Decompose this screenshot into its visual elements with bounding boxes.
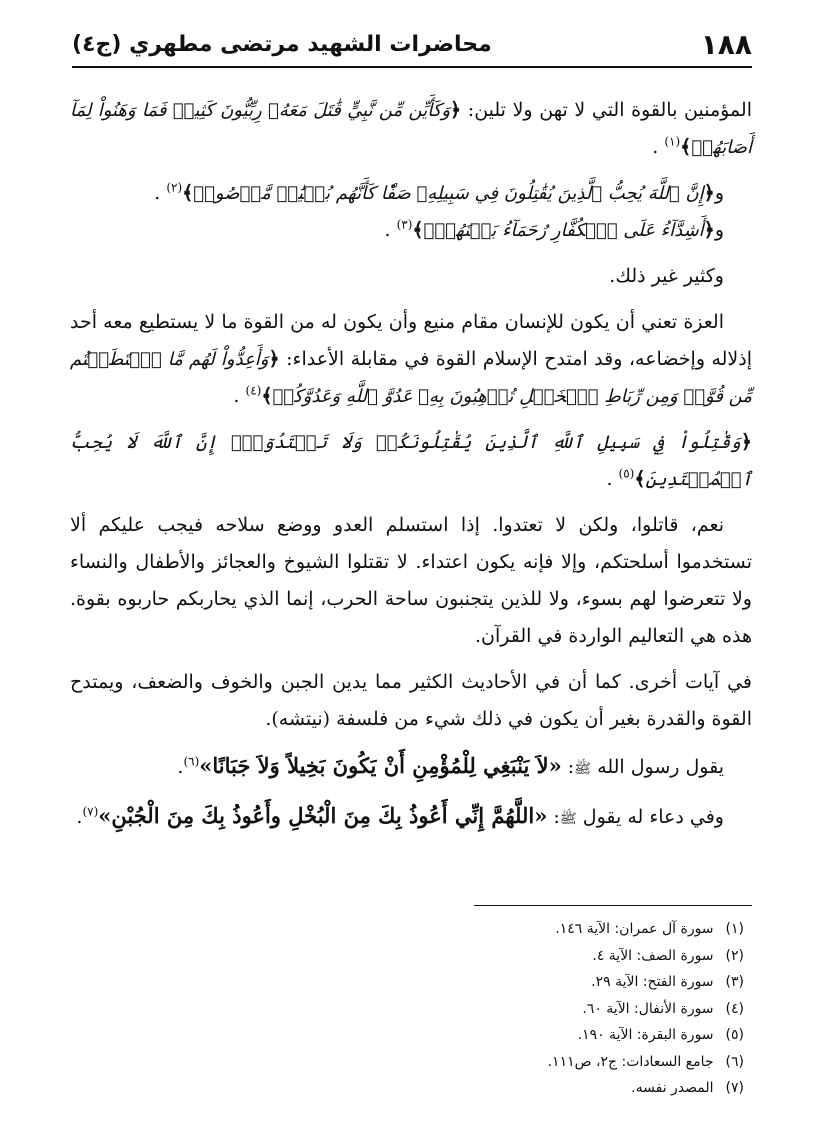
- paragraph-10: وفي دعاء له يقول ﷺ: «اللَّهُمَّ إِنِّي أَعُوذُ بِكَ مِنَ الْبُخْلِ وأَعُوذُ بِكَ مِنَ الْجُبْنِ»$^{(٧)}$.: [76, 803, 724, 828]
- quran-verse: وَكَأَيِّن مِّن نَّبِيٍّ قَٰتَلَ مَعَهُۥ رِبِّيُّونَ كَثِيرٞ فَمَا وَهَنُواْ لِمَآ أَصَابَهُمۡ: [70, 100, 752, 158]
- hadith-quote: «لاَ يَنْبَغِي لِلْمُؤْمِنِ أَنْ يَكُونَ بَخِيلاً وَلاَ جَبَانًا»: [199, 753, 562, 778]
- footnote-ref: (٢): [166, 180, 183, 195]
- paragraph-5: العزة تعني أن يكون للإنسان مقام منيع وأن يكون له من القوة ما لا يستطيع معه أحد إذلاله وإخضاعه، وقد امتدح الإسلام القوة في مقابلة الأعداء: ﴿وَأَعِدُّواْ لَهُم مَّا ٱسۡتَطَعۡتُم مِّن قُوَّةٖ وَمِن رِّبَاطِ ٱلۡخَيۡلِ تُرۡهِبُونَ بِهِۦ عَدُوَّ ٱللَّهِ وَعَدُوَّكُمۡ﴾$^{(٤)}$ .: [70, 311, 753, 407]
- footnote-ref: (٧): [82, 804, 99, 819]
- page-number: ١٨٨: [700, 28, 752, 61]
- paragraph-6: ﴿وَقَٰتِلُواْ فِي سَبِيلِ ٱللَّهِ ٱلَّذِينَ يُقَٰتِلُونَكُمۡ وَلَا تَعۡتَدُوٓاْۚ إِنَّ ٱللَّهَ لَا يُحِبُّ ٱلۡمُعۡتَدِينَ﴾$^{(٥)}$ .: [70, 431, 752, 490]
- main-text: [70, 92, 752, 847]
- paragraph-9: يقول رسول الله ﷺ: «لاَ يَنْبَغِي لِلْمُؤْمِنِ أَنْ يَكُونَ بَخِيلاً وَلاَ جَبَانًا»$^{(٦)}$.: [177, 753, 724, 778]
- footnote-ref: (٣): [396, 217, 413, 232]
- footnote-item: (٦) جامع السعادات: ج٢، ص١١١.: [547, 1053, 744, 1070]
- pbuh-glyph: ﷺ: [559, 811, 577, 827]
- footnote-ref: (١): [664, 134, 681, 149]
- footnote-ref: (٦): [183, 754, 200, 769]
- footnote-item: (٤) سورة الأنفال: الآية ٦٠.: [582, 1000, 744, 1017]
- footnote-divider: [474, 905, 752, 906]
- paragraph-1: المؤمنين بالقوة التي لا تهن ولا تلين: ﴿وَكَأَيِّن مِّن نَّبِيٍّ قَٰتَلَ مَعَهُۥ رِبِّيُّونَ كَثِيرٞ فَمَا وَهَنُواْ لِمَآ أَصَابَهُمۡ﴾$^{(١)}$ .: [70, 99, 752, 158]
- footnote-item: (١) سورة آل عمران: الآية ١٤٦.: [555, 921, 744, 937]
- quran-verse: إِنَّ ٱللَّهَ يُحِبُّ ٱلَّذِينَ يُقَٰتِلُونَ فِي سَبِيلِهِۦ صَفّٗا كَأَنَّهُم بُنۡيَٰنٞ مَّرۡصُوصٞ: [193, 183, 704, 204]
- quran-verse: أَشِدَّآءُ عَلَى ٱلۡكُفَّارِ رُحَمَآءُ بَيۡنَهُمۡۖ: [423, 220, 704, 241]
- paragraph-2: و﴿إِنَّ ٱللَّهَ يُحِبُّ ٱلَّذِينَ يُقَٰتِلُونَ فِي سَبِيلِهِۦ صَفّٗا كَأَنَّهُم بُنۡيَٰنٞ مَّرۡصُوصٞ﴾$^{(٢)}$ .: [154, 180, 724, 204]
- paragraph-3: و﴿أَشِدَّآءُ عَلَى ٱلۡكُفَّارِ رُحَمَآءُ بَيۡنَهُمۡۖ﴾$^{(٣)}$ .: [384, 217, 724, 241]
- pbuh-glyph: ﷺ: [574, 761, 592, 777]
- page-header: [72, 26, 752, 68]
- footnote-item: (٣) سورة الفتح: الآية ٢٩.: [591, 974, 744, 990]
- footnote-item: (٢) سورة الصف: الآية ٤.: [592, 947, 744, 964]
- footnote-item: (٧) المصدر نفسه.: [631, 1080, 744, 1096]
- footnotes: [444, 916, 744, 1102]
- quran-verse: وَأَعِدُّواْ لَهُم مَّا ٱسۡتَطَعۡتُم مِّن قُوَّةٖ وَمِن رِّبَاطِ ٱلۡخَيۡلِ تُرۡهِبُونَ بِهِۦ عَدُوَّ ٱللَّهِ وَعَدُوَّكُمۡ: [70, 349, 752, 407]
- footnote-ref: (٥): [618, 466, 635, 481]
- paragraph-4: وكثير غير ذلك.: [609, 265, 724, 287]
- quran-verse: وَقَٰتِلُواْ فِي سَبِيلِ ٱللَّهِ ٱلَّذِينَ يُقَٰتِلُونَكُمۡ وَلَا تَعۡتَدُوٓاْۚ إِنَّ ٱللَّهَ لَا يُحِبُّ ٱلۡمُعۡتَدِينَ: [70, 432, 752, 490]
- running-title: محاضرات الشهيد مرتضى مطهري (ج٤): [72, 32, 492, 57]
- footnote-ref: (٤): [245, 383, 262, 398]
- paragraph-8: في آيات أخرى. كما أن في الأحاديث الكثير مما يدين الجبن والخوف والضعف، ويمتدح القوة والقدرة بغير أن يكون في ذلك شيء من فلسفة (نيتشه).: [70, 671, 752, 730]
- footnote-item: (٥) سورة البقرة: الآية ١٩٠.: [577, 1027, 744, 1043]
- hadith-quote: «اللَّهُمَّ إِنِّي أَعُوذُ بِكَ مِنَ الْبُخْلِ وأَعُوذُ بِكَ مِنَ الْجُبْنِ»: [98, 803, 548, 828]
- paragraph-7: نعم، قاتلوا، ولكن لا تعتدوا. إذا استسلم العدو ووضع سلاحه فيجب عليكم ألا تستخدموا أسلحتكم، وإلا فإنه يكون اعتداء. لا تقتلوا الشيوخ والعجائز والأطفال والنساء ولا تتعرضوا لهم بسوء، ولا للذين يتجنبون ساحة الحرب، إنما الذي يحاربكم حاربوه بقوة. هذه هي التعاليم الواردة في القرآن.: [70, 514, 752, 647]
